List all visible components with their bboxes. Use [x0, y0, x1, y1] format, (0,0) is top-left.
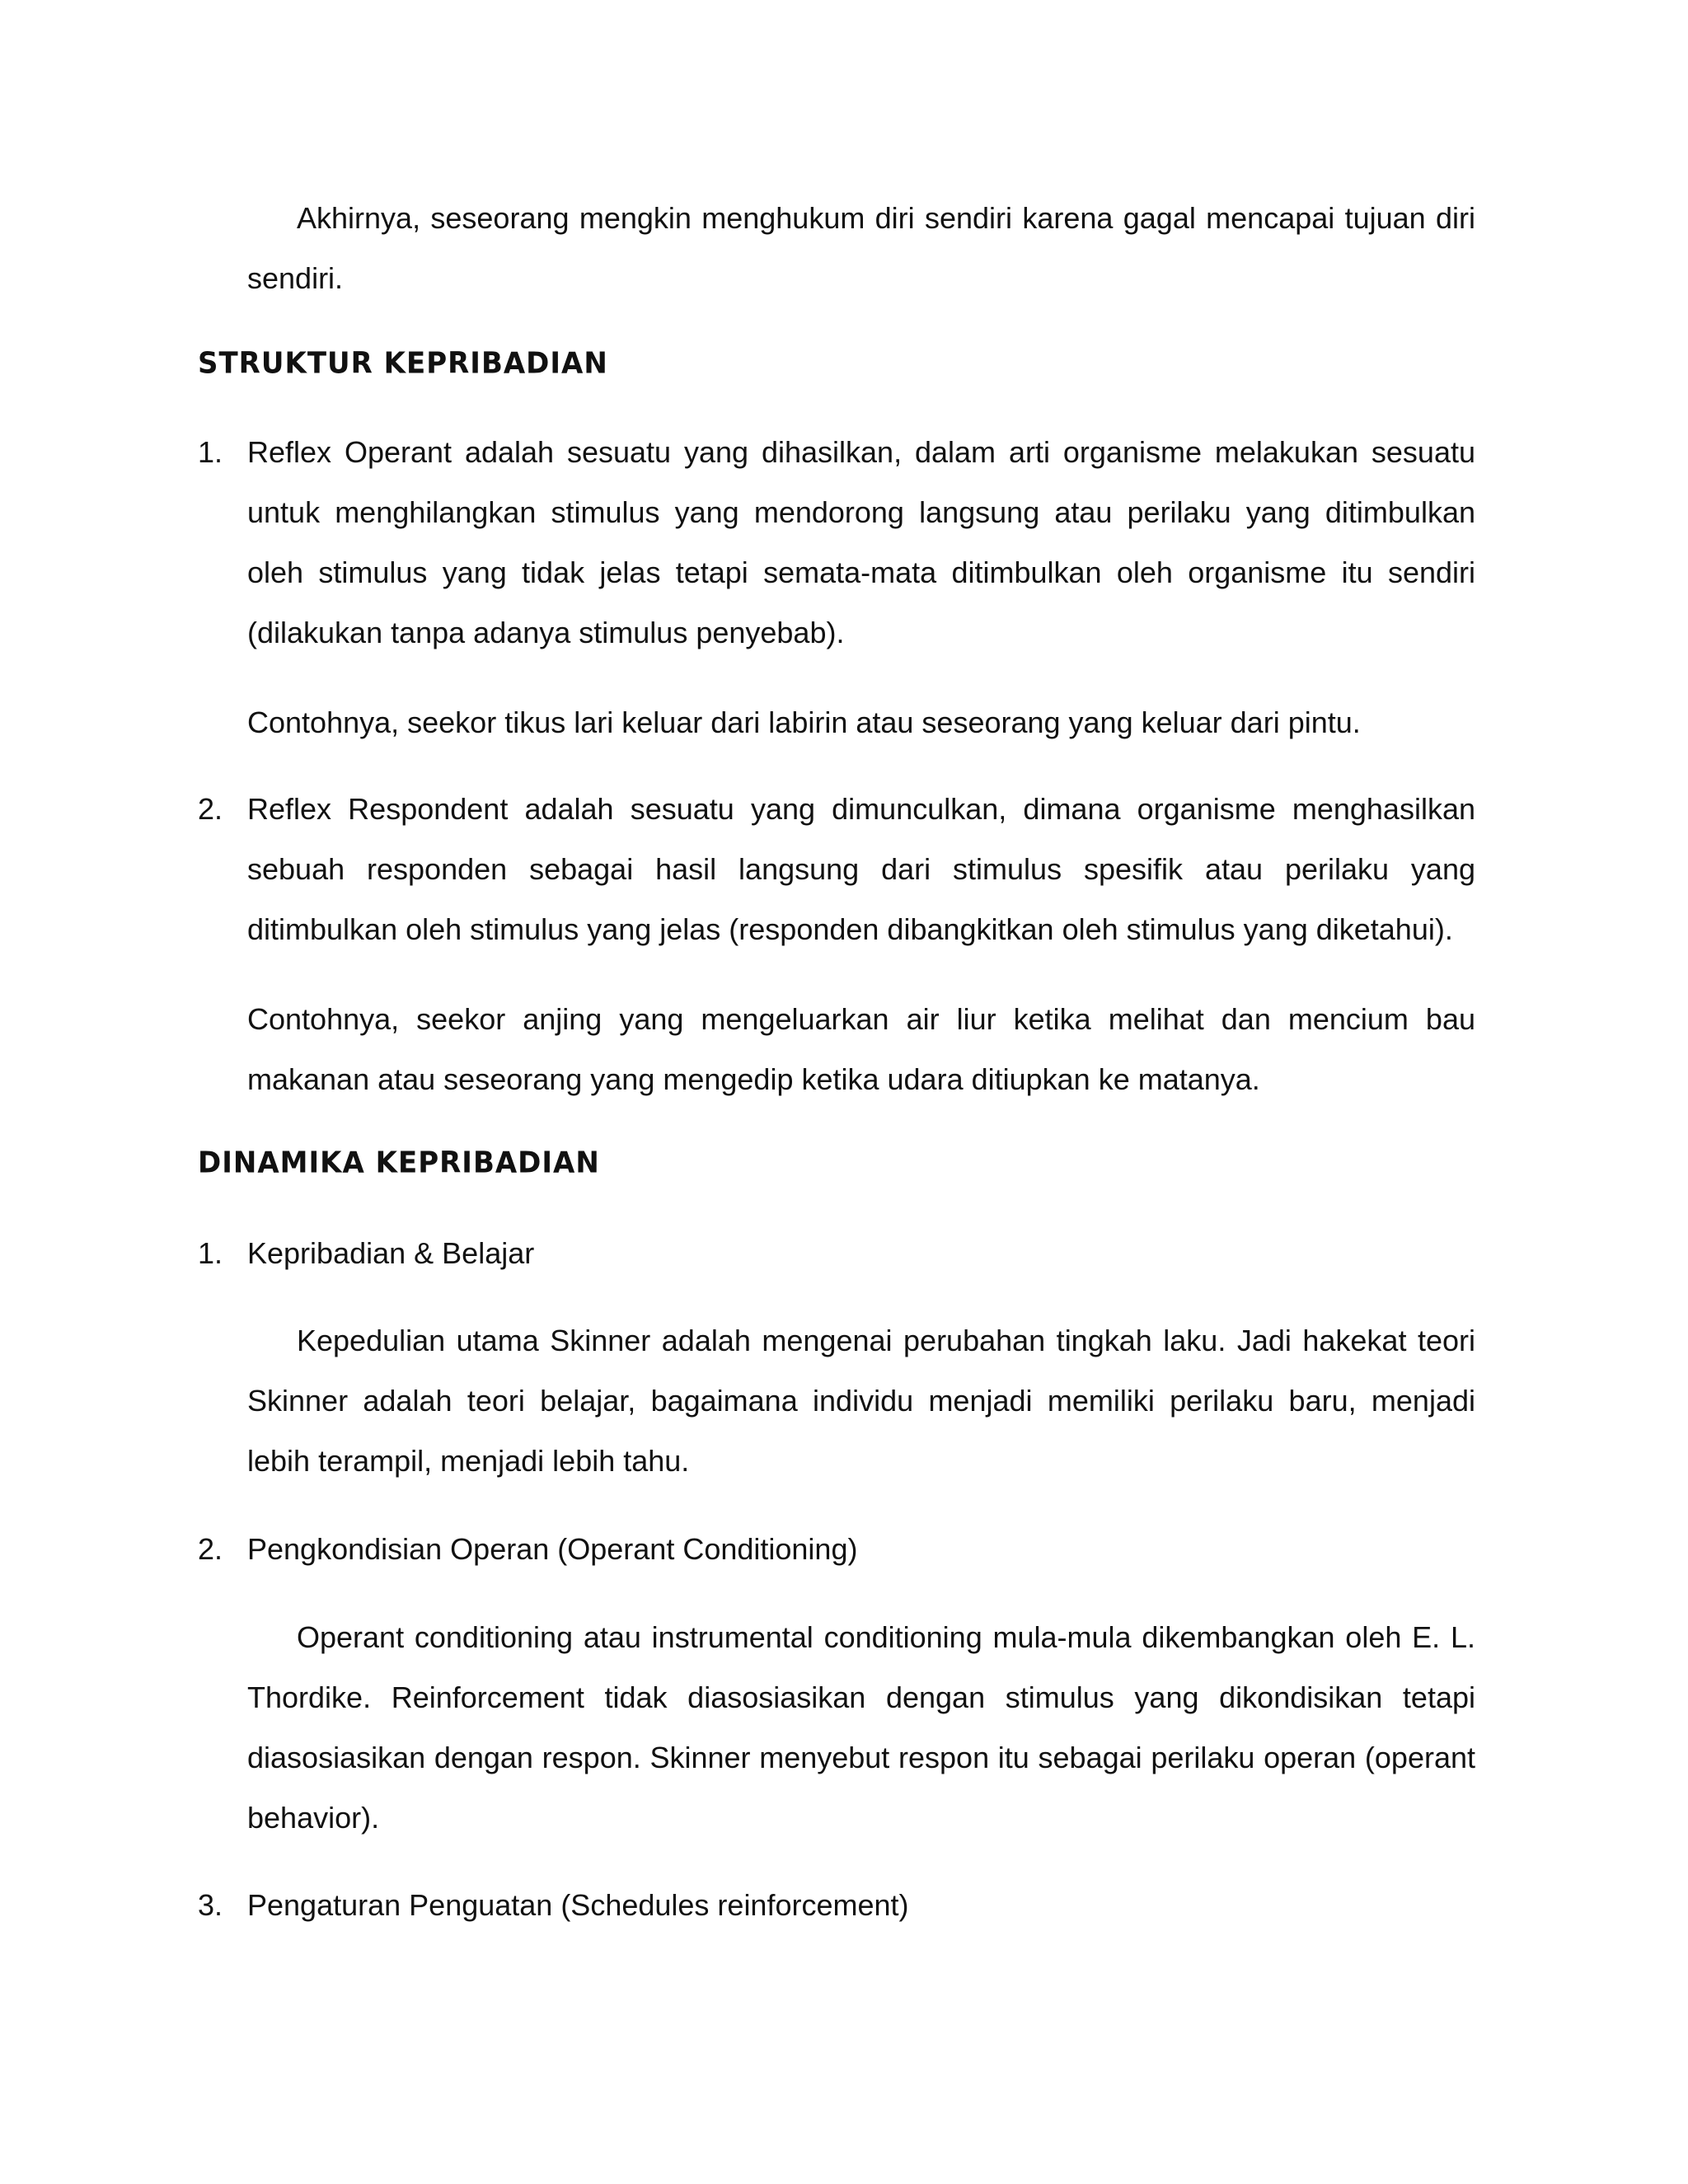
list-number: 1. — [198, 435, 223, 469]
section-heading-dinamika: DINAMIKA KEPRIBADIAN — [198, 1146, 600, 1180]
list-item-text: Reflex Operant adalah sesuatu yang dihasilkan, dalam arti organisme melakukan sesuatu untuk menghilangkan stimulus yang mendorong langsung atau perilaku yang ditimbulkan oleh stimulus yang tidak jelas tetapi semata-mata ditimbulkan oleh organisme itu sendiri (dilakukan tanpa adanya stimulus penyebab). — [247, 435, 1475, 649]
list-item-title: Kepribadian & Belajar — [247, 1236, 535, 1270]
list-number: 3. — [198, 1888, 223, 1922]
example-paragraph: Contohnya, seekor anjing yang mengeluarkan air liur ketika melihat dan mencium bau makanan atau seseorang yang mengedip ketika udara ditiupkan ke matanya. — [247, 1002, 1475, 1096]
list-item-title: Pengaturan Penguatan (Schedules reinforcement) — [247, 1888, 909, 1922]
list-number: 1. — [198, 1236, 223, 1270]
list-item-title: Pengkondisian Operan (Operant Conditioning) — [247, 1532, 858, 1566]
intro-paragraph: Akhirnya, seseorang mengkin menghukum diri sendiri karena gagal mencapai tujuan diri sendiri. — [247, 201, 1475, 295]
list-item-text: Reflex Respondent adalah sesuatu yang dimunculkan, dimana organisme menghasilkan sebuah responden sebagai hasil langsung dari stimulus spesifik atau perilaku yang ditimbulkan oleh stimulus yang jelas (responden dibangkitkan oleh stimulus yang diketahui). — [247, 792, 1475, 946]
section-heading-struktur: STRUKTUR KEPRIBADIAN — [198, 346, 608, 381]
example-paragraph: Contohnya, seekor tikus lari keluar dari labirin atau seseorang yang keluar dari pintu. — [247, 705, 1361, 739]
body-paragraph: Operant conditioning atau instrumental conditioning mula-mula dikembangkan oleh E. L. Thordike. Reinforcement tidak diasosiasikan dengan stimulus yang dikondisikan tetapi diasosiasikan dengan respon. Skinner menyebut respon itu sebagai perilaku operan (operant behavior). — [247, 1620, 1475, 1835]
list-number: 2. — [198, 792, 223, 826]
body-paragraph: Kepedulian utama Skinner adalah mengenai perubahan tingkah laku. Jadi hakekat teori Skinner adalah teori belajar, bagaimana individu menjadi memiliki perilaku baru, menjadi lebih terampil, menjadi lebih tahu. — [247, 1324, 1475, 1478]
list-number: 2. — [198, 1532, 223, 1566]
